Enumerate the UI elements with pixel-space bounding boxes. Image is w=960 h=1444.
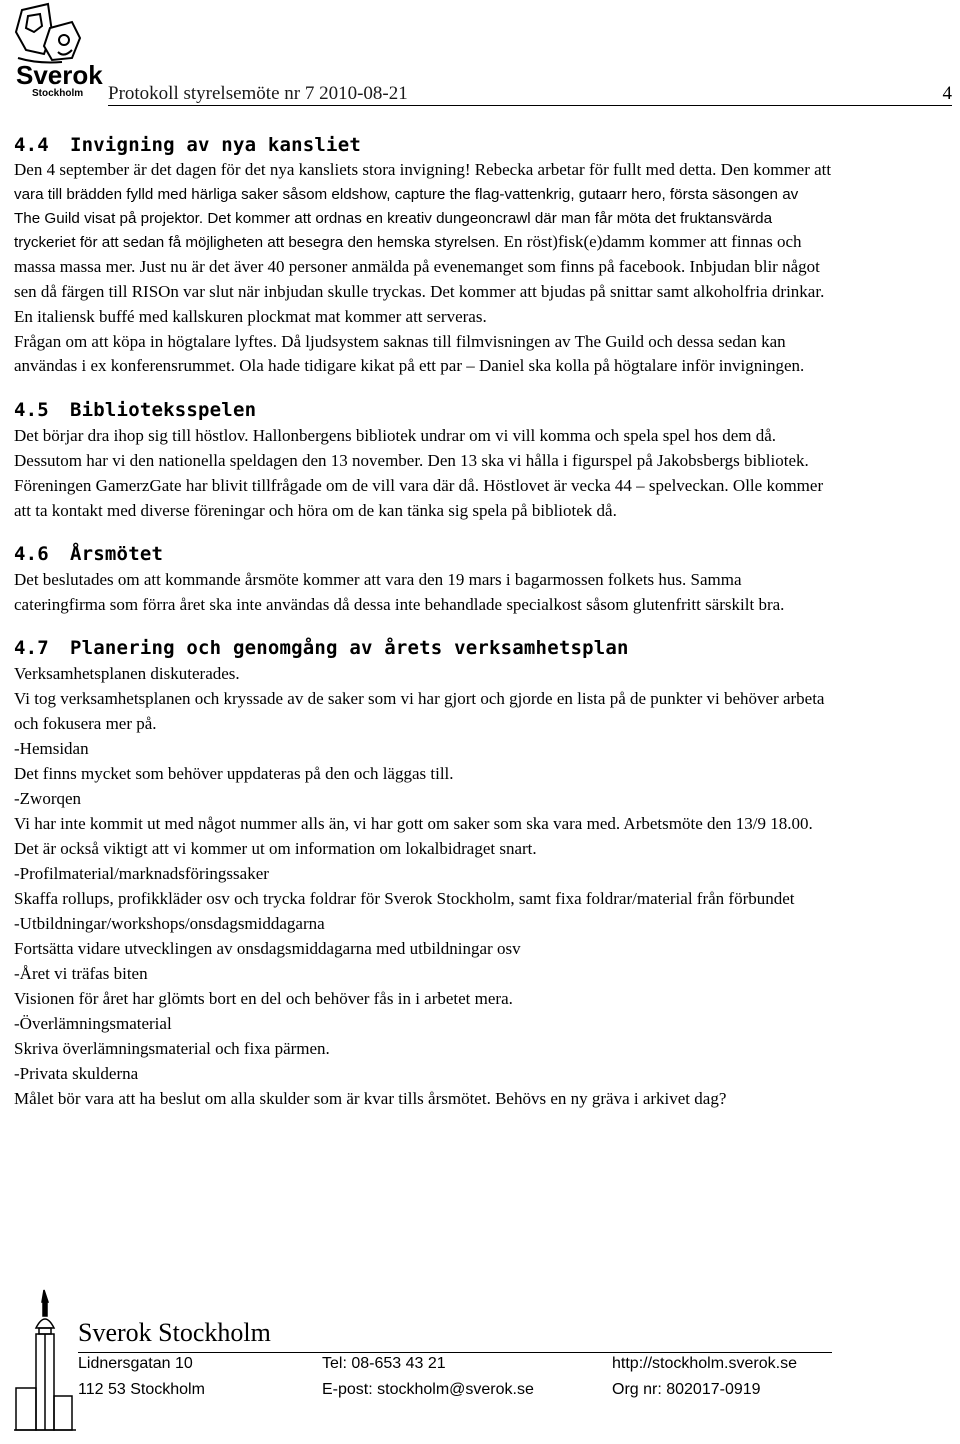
footer-email: E-post: stockholm@sverok.se: [322, 1381, 534, 1398]
section-heading-4-6: 4.6 Årsmötet: [14, 543, 164, 566]
footer-divider: [78, 1352, 832, 1353]
sverok-logo: [8, 2, 106, 98]
section-heading-4-4: 4.4 Invigning av nya kansliet: [14, 134, 361, 156]
section-heading-4-7: 4.7 Planering och genomgång av årets verksamhetsplan: [14, 637, 629, 660]
section-body-4-7: Verksamhetsplanen diskuterades. Vi tog verksamhetsplanen och kryssade av de saker som vi har gjort och gjorde en lista på de punkter vi behöver arbeta och fokusera mer på. -Hemsidan Det finns mycket som behöver uppdateras på den och läggas till. -Zworqen Vi har inte kommit ut med något nummer alls än, vi har gott om saker som ska vara med. Arbetsmöte den 13/9 18.00. Det är också viktigt att vi kommer ut om information om lokalbidraget snart. -Profilmaterial/marknadsföringssaker Skaffa rollups, profikkläder osv och trycka foldrar för Sverok Stockholm, samt fixa foldrar/material från förbundet -Utbildningar/workshops/onsdagsmiddagarna Fortsätta vidare utvecklingen av onsdagsmiddagarna med utbildningar osv -Året vi träfas biten Visionen för året har glömts bort en del och behöver fås in i arbetet mera. -Överlämningsmaterial Skriva överlämningsmaterial och fixa pärmen. -Privata skulderna Målet bör vara att ha beslut om alla skulder som är kvar tills årsmötet. Behövs en ny gräva i arkivet dag?: [14, 664, 825, 1109]
footer-address-line2: 112 53 Stockholm: [78, 1381, 205, 1398]
header-divider: [108, 105, 952, 106]
page-number: 4: [942, 83, 952, 104]
stockholm-city-hall-tower-icon: [14, 1288, 76, 1436]
footer-website-link[interactable]: http://stockholm.sverok.se: [612, 1355, 797, 1372]
document-title: Protokoll styrelsemöte nr 7 2010-08-21: [108, 83, 408, 104]
footer-org-number: Org nr: 802017-0919: [612, 1381, 761, 1398]
section-body-4-6: Det beslutades om att kommande årsmöte kommer att vara den 19 mars i bagarmossen folkets hus. Samma cateringfirma som förra året ska inte användas då dessa inte behandlade specialkost såsom glutenfritt särskilt bra.: [14, 570, 785, 615]
svg-text:Stockholm: Stockholm: [32, 88, 84, 98]
footer-address-line1: Lidnersgatan 10: [78, 1355, 193, 1372]
document-body: [14, 132, 954, 1111]
section-heading-4-5: 4.5 Biblioteksspelen: [14, 399, 257, 422]
svg-text:Sverok: Sverok: [16, 60, 103, 90]
footer-phone: Tel: 08-653 43 21: [322, 1355, 446, 1372]
section-body-4-4: Den 4 september är det dagen för det nya kansliets stora invigning! Rebecka arbetar för fullt med detta. Den kommer att vara till brädden fylld med härliga saker såsom eldshow, capture the flag-vattenkrig, gutaarr hero, första säsongen av The Guild visat på projektor. Det kommer att ordnas en kreativ dungeoncrawl där man får möta det fruktansvärda tryckeriet för att sedan få möjligheten att besegra den hemska styrelsen. En röst)fisk(e)damm kommer att finnas och massa massa mer. Just nu är det äver 40 personer anmälda på evenemanget som finns på facebook. Inbjudan blir något sen då färgen till RISOn var slut när inbjudan skulle tryckas. Det kommer att bjudas på snittar samt alkoholfria drinkar. En italiensk buffé med kallskuren plockmat mat kommer att serveras. Frågan om att köpa in högtalare lyftes. Då ljudsystem saknas till filmvisningen av The Guild och dessa sedan kan användas i ex konferensrummet. Ola hade tidigare kikat på ett par – Daniel ska kolla på högtalare inför invigningen.: [14, 160, 832, 376]
organization-name: Sverok Stockholm: [78, 1318, 271, 1347]
section-body-4-5: Det börjar dra ihop sig till höstlov. Hallonbergens bibliotek undrar om vi vill komma och spela spel hos dem då. Dessutom har vi den nationella speldagen den 13 november. Den 13 ska vi hålla i figurspel på Jakobsbergs bibliotek. Föreningen GamerzGate har blivit tillfrågade om de vill vara där då. Höstlovet är vecka 44 – spelveckan. Olle kommer att ta kontakt med diverse föreningar och höra om de kan tänka sig spela på bibliotek då.: [14, 426, 824, 521]
